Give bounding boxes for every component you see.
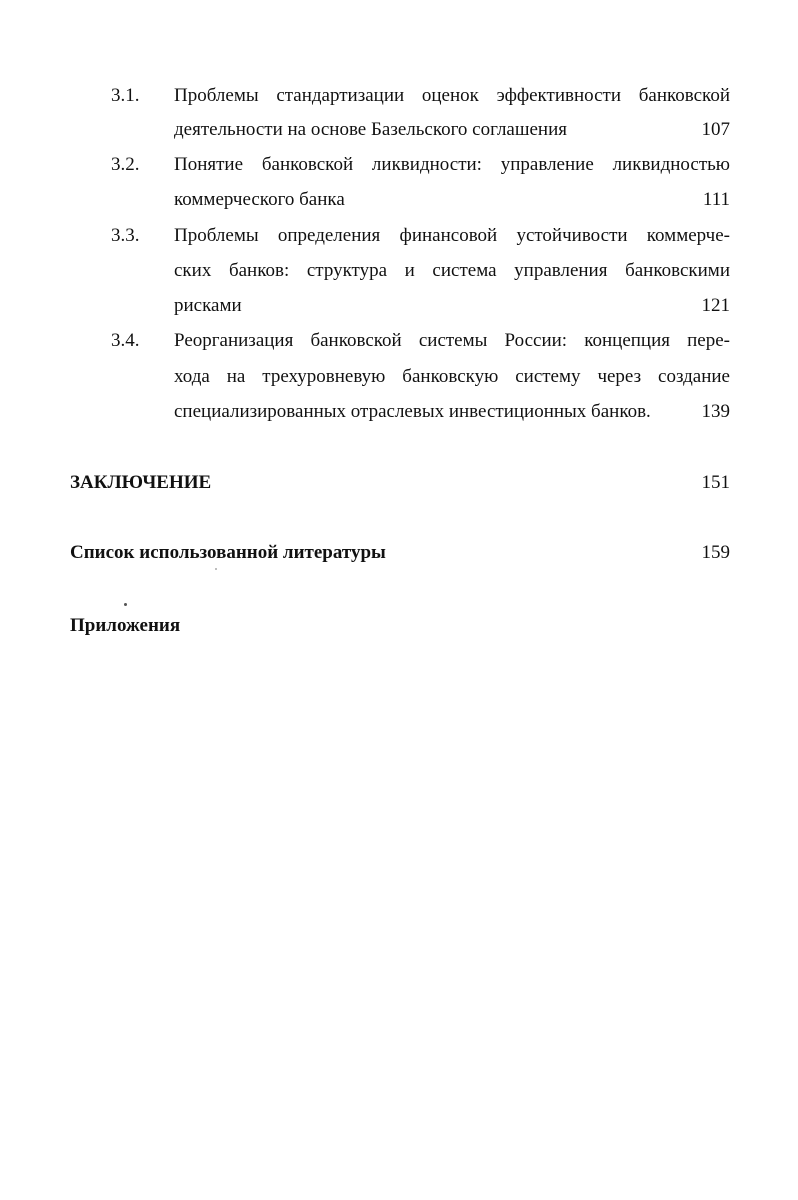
- entry-last-line: [174, 182, 730, 218]
- section-number: 3.2.: [111, 154, 140, 175]
- page-number: 151: [701, 472, 730, 493]
- scan-speck: [124, 603, 127, 606]
- entry-last-line: [174, 394, 730, 430]
- scan-speck: [215, 568, 217, 570]
- section-number: 3.3.: [111, 225, 140, 246]
- entry-title-line: Проблемы стандартизации оценок эффективности банковской: [174, 85, 730, 106]
- entry-title-line: рисками: [174, 295, 242, 316]
- entry-last-line: [174, 288, 730, 324]
- entry-title-line: Понятие банковской ликвидности: управление ликвидностью: [174, 154, 730, 175]
- conclusion-title: ЗАКЛЮЧЕНИЕ: [70, 472, 212, 493]
- entry-title-line: хода на трехуровневую банковскую систему через создание: [174, 366, 730, 387]
- toc-references: [70, 535, 730, 571]
- section-number: 3.1.: [111, 85, 140, 106]
- entry-title-line: ских банков: структура и система управления банковскими: [174, 260, 730, 281]
- entry-title-line: деятельности на основе Базельского соглашения: [174, 119, 567, 140]
- entry-title-line: коммерческого банка: [174, 189, 345, 210]
- toc-appendices: [70, 608, 730, 644]
- page-number: 159: [701, 542, 730, 563]
- toc-conclusion: [70, 465, 730, 501]
- entry-title-line: Проблемы определения финансовой устойчивости коммерче-: [174, 225, 730, 246]
- page-number: 121: [701, 295, 730, 316]
- entry-title-line: Реорганизация банковской системы России: концепция пере-: [174, 330, 730, 351]
- references-title: Список использованной литературы: [70, 542, 386, 563]
- entry-last-line: [174, 112, 730, 148]
- section-number: 3.4.: [111, 330, 140, 351]
- appendices-title: Приложения: [70, 615, 181, 636]
- entry-title-line: специализированных отраслевых инвестиционных банков.: [174, 401, 651, 422]
- page-number: 139: [701, 401, 730, 422]
- page-number: 111: [702, 189, 730, 210]
- page-number: 107: [701, 119, 730, 140]
